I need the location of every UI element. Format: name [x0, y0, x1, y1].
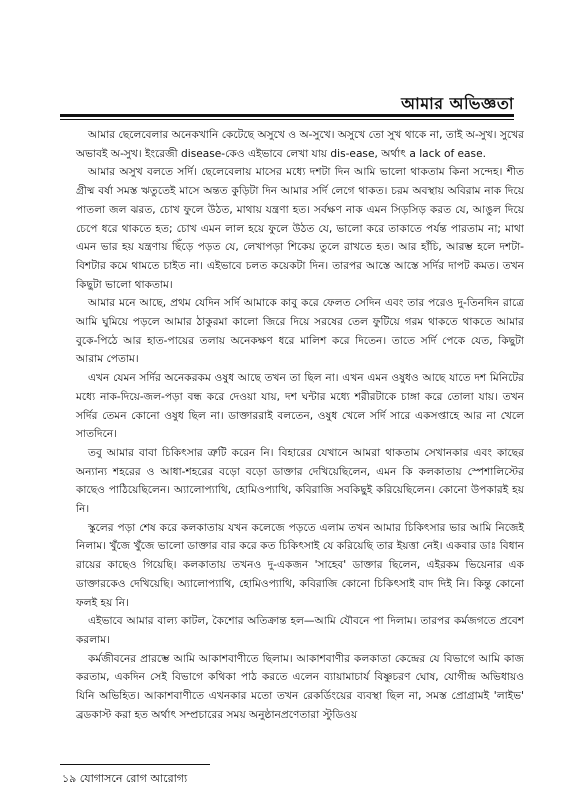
paragraph: স্কুলের পড়া শেষ করে কলকাতায় যখন কলেজে পড়তে এলাম তখন আমার চিকিৎসার ভার আমি নিজেই নিলাম। খুঁজে খুঁজে ভালো ডাক্তার বার করে কত চিকিৎসাই যে করিয়েছি তার ইয়ত্তা নেই। একবার ডাঃ বিধান রায়ের কাছেও গিয়েছি। কলকাতায় তখনও দু-একজন 'সাহেব' ডাক্তার ছিলেন, এইরকম ভিয়েনার এক ডাক্তারকেও দেখিয়েছি। অ্যালোপ্যাথি, হোমিওপ্যাথি, কবিরাজি কোনো চিকিৎসাই বাদ দিই নি। কিন্তু কোনো ফলই হয় নি। [76, 521, 524, 609]
title-rule [60, 114, 514, 117]
page-footer: ১৯ যোগাসনে রোগ আরোগ্য [62, 772, 188, 785]
paragraph: এখন যেমন সর্দির অনেকরকম ওষুধ আছে তখন তা ছিল না। এখন এমন ওষুধও আছে যাতে দশ মিনিটের মধ্যে নাক-দিয়ে-জল-পড়া বন্ধ করে দেওয়া যায়, দশ ঘন্টার মধ্যে শরীরটাকে চাঙ্গা করে তোলা যায়। তখন সর্দির তেমন কোনো ওষুধ ছিল না। ডাক্তাররাই বলতেন, ওষুধ খেলে সর্দি সারে একসপ্তাহে আর না খেলে সাতদিনে। [76, 372, 524, 441]
paragraph: তবু আমার বাবা চিকিৎসার ত্রুটি করেন নি। বিহারের যেখানে আমরা থাকতাম সেখানকার এবং কাছের অন্যান্য শহরের ও আধা-শহরের বড়ো বড়ো ডাক্তার দেখিয়েছিলেন, এমন কি কলকাতায় স্পেশালিস্টের কাছেও পাঠিয়েছিলেন। অ্যালোপ্যাথি, হোমিওপ্যাথি, কবিরাজি সবকিছুই করিয়েছিলেন। কোনো উপকারই হয় নি। [76, 446, 524, 516]
paragraph: আমার অসুখ বলতে সর্দি। ছেলেবেলায় মাসের মধ্যে দশটা দিন আমি ভালো থাকতাম কিনা সন্দেহ। শীত গ্রীষ্ম বর্ষা সমস্ত ঋতুতেই মাসে অন্তত কুড়িটা দিন আমার সর্দি লেগে থাকত। চরম অবস্থায় অবিরাম নাক দিয়ে পাতলা জল ঝরত, চোখ ফুলে উঠত, মাথায় যন্ত্রণা হত। সর্বক্ষণ নাক এমন সিড়সিড় করত যে, আঙুল দিয়ে চেপে ধরে থাকতে হত; চোখ এমন লাল হয়ে ফুলে উঠত যে, ভালো করে তাকাতে পর্যন্ত পারতাম না; মাথা এমন ভার হয় যন্ত্রণায় ছিঁড়ে পড়ত যে, লেখাপড়া শিকেয় তুলে রাখতে হত। আর হাঁচি, আরম্ভ হলে দশটা-বিশটার কমে থামতে চাইত না। এইভাবে চলত কয়েকটা দিন। তারপর আস্তে আস্তে সর্দির দাপট কমত। তখন কিছুটা ভালো থাকতাম। [76, 166, 524, 291]
paragraph: এইভাবে আমার বাল্য কাটল, কৈশোর অতিক্রান্ত হল—আমি যৌবনে পা দিলাম। তারপর কর্মজগতে প্রবেশ করলাম। [76, 615, 524, 646]
chapter-title: আমার অভিজ্ঞতা [401, 94, 514, 113]
title-rule-thin [60, 119, 514, 120]
paragraph: কর্মজীবনের প্রারম্ভে আমি আকাশবাণীতে ছিলাম। আকাশবাণীর কলকাতা কেন্দ্রের যে বিভাগে আমি কাজ করতাম, একদিন সেই বিভাগে কথিকা পাঠ করতে এলেন ব্যায়ামাচার্য বিষ্ণুচরণ ঘোষ, যোগীন্দ্র অভিধায়ও যিনি অভিহিত। আকাশবাণীতে এখনকার মতো তখন রেকর্ডিংয়ের ব্যবস্থা ছিল না, সমস্ত প্রোগ্রামই 'লাইভ' ব্রডকাস্ট করা হত অর্থাৎ সম্প্রচারের সময় অনুষ্ঠানপ্রণেতারা স্টুডিওয় [76, 652, 524, 721]
body-text [76, 126, 524, 725]
footer-rule [60, 764, 210, 765]
paragraph: আমার ছেলেবেলার অনেকখানি কেটেছে অসুখে ও অ-সুখে। অসুখে তো সুখ থাকে না, তাই অ-সুখ। সুখের অভাবই অ-সুখ। ইংরেজী disease-কেও এইভাবে লেখা যায় dis-ease, অর্থাৎ a lack of ease. [76, 129, 524, 160]
paragraph: আমার মনে আছে, প্রথম যেদিন সর্দি আমাকে কাবু করে ফেলত সেদিন এবং তার পরেও দু-তিনদিন রাত্রে আমি ঘুমিয়ে পড়লে আমার ঠাকুরমা কালো জিরে দিয়ে সরষের তেল ফুটিয়ে গরম থাকতে থাকতে আমার বুকে-পিঠে আর হাত-পায়ের তলায় অনেকক্ষণ ধরে মালিশ করে দিতেন। তাতে সর্দি পেকে যেত, কিছুটা আরাম পেতাম। [76, 297, 524, 366]
